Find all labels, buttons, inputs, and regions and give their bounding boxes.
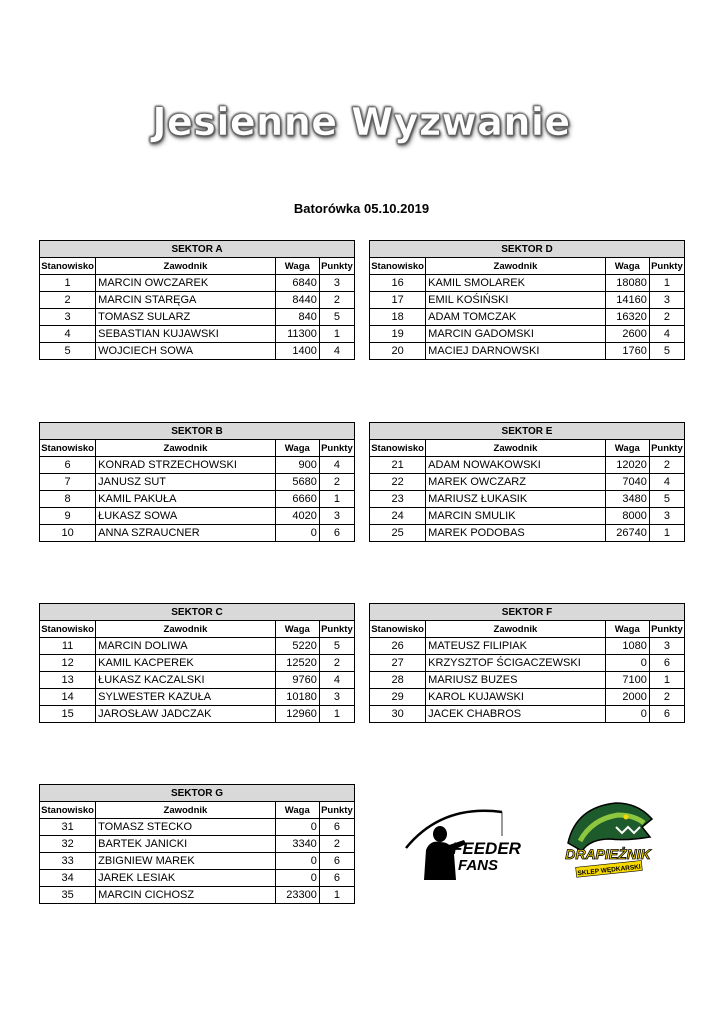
punkty-cell: 5 <box>319 638 354 655</box>
table-row <box>40 706 355 723</box>
punkty-cell: 5 <box>649 343 684 360</box>
waga-cell: 8000 <box>605 508 649 525</box>
table-row <box>370 309 685 326</box>
waga-cell: 2600 <box>605 326 649 343</box>
punkty-cell: 1 <box>319 491 354 508</box>
stanowisko-cell: 24 <box>370 508 426 525</box>
punkty-cell: 6 <box>649 706 684 723</box>
table-row <box>370 457 685 474</box>
stanowisko-cell: 3 <box>40 309 96 326</box>
table-row <box>370 655 685 672</box>
waga-cell: 26740 <box>605 525 649 542</box>
stanowisko-cell: 28 <box>370 672 426 689</box>
angler-silhouette <box>433 826 447 842</box>
zawodnik-cell: MARCIN STARĘGA <box>96 292 276 309</box>
zawodnik-cell: ADAM TOMCZAK <box>426 309 606 326</box>
col-header-waga: Waga <box>275 802 319 819</box>
table-row <box>370 689 685 706</box>
drapieznik-logo <box>556 797 660 891</box>
waga-cell: 840 <box>275 309 319 326</box>
col-header-zawodnik: Zawodnik <box>96 802 276 819</box>
stanowisko-cell: 12 <box>40 655 96 672</box>
event-subtitle: Batorówka 05.10.2019 <box>293 201 430 216</box>
punkty-cell: 2 <box>649 689 684 706</box>
table-row <box>40 655 355 672</box>
stanowisko-cell: 21 <box>370 457 426 474</box>
waga-cell: 9760 <box>275 672 319 689</box>
punkty-cell: 2 <box>649 457 684 474</box>
waga-cell: 11300 <box>275 326 319 343</box>
zawodnik-cell: MATEUSZ FILIPIAK <box>426 638 606 655</box>
stanowisko-cell: 35 <box>40 887 96 904</box>
stanowisko-cell: 19 <box>370 326 426 343</box>
col-header-stanowisko: Stanowisko <box>370 258 426 275</box>
col-header-punkty: Punkty <box>319 440 354 457</box>
stanowisko-cell: 32 <box>40 836 96 853</box>
punkty-cell: 6 <box>319 819 354 836</box>
punkty-cell: 2 <box>319 836 354 853</box>
table-row <box>40 672 355 689</box>
table-row <box>40 870 355 887</box>
waga-cell: 7040 <box>605 474 649 491</box>
stanowisko-cell: 30 <box>370 706 426 723</box>
punkty-cell: 1 <box>649 672 684 689</box>
waga-cell: 2000 <box>605 689 649 706</box>
sector-table <box>39 240 355 360</box>
feeder-fans-logo <box>402 800 521 882</box>
punkty-cell: 3 <box>319 508 354 525</box>
punkty-cell: 1 <box>649 275 684 292</box>
waga-cell: 23300 <box>275 887 319 904</box>
punkty-cell: 3 <box>319 275 354 292</box>
punkty-cell: 3 <box>649 292 684 309</box>
stanowisko-cell: 14 <box>40 689 96 706</box>
table-row <box>370 672 685 689</box>
stanowisko-cell: 31 <box>40 819 96 836</box>
drapieznik-tagline: SKLEP WĘDKARSKI <box>577 863 642 878</box>
zawodnik-cell: KRZYSZTOF ŚCIGACZEWSKI <box>426 655 606 672</box>
zawodnik-cell: SYLWESTER KAZUŁA <box>96 689 276 706</box>
waga-cell: 0 <box>605 655 649 672</box>
waga-cell: 1400 <box>275 343 319 360</box>
zawodnik-cell: MACIEJ DARNOWSKI <box>426 343 606 360</box>
zawodnik-cell: BARTEK JANICKI <box>96 836 276 853</box>
zawodnik-cell: MARCIN DOLIWA <box>96 638 276 655</box>
sector-title: SEKTOR C <box>40 604 355 621</box>
stanowisko-cell: 5 <box>40 343 96 360</box>
punkty-cell: 4 <box>319 343 354 360</box>
sector-title: SEKTOR A <box>40 241 355 258</box>
waga-cell: 7100 <box>605 672 649 689</box>
waga-cell: 12960 <box>275 706 319 723</box>
zawodnik-cell: EMIL KOŚIŃSKI <box>426 292 606 309</box>
drapieznik-text: DRAPIEŻNIK <box>565 846 651 862</box>
zawodnik-cell: JAROSŁAW JADCZAK <box>96 706 276 723</box>
col-header-stanowisko: Stanowisko <box>40 258 96 275</box>
punkty-cell: 4 <box>319 672 354 689</box>
zawodnik-cell: SEBASTIAN KUJAWSKI <box>96 326 276 343</box>
zawodnik-cell: ADAM NOWAKOWSKI <box>426 457 606 474</box>
stanowisko-cell: 29 <box>370 689 426 706</box>
sector-table <box>39 784 355 904</box>
zawodnik-cell: MARCIN OWCZAREK <box>96 275 276 292</box>
col-header-stanowisko: Stanowisko <box>370 621 426 638</box>
waga-cell: 12020 <box>605 457 649 474</box>
stanowisko-cell: 6 <box>40 457 96 474</box>
punkty-cell: 1 <box>649 525 684 542</box>
col-header-punkty: Punkty <box>649 621 684 638</box>
col-header-stanowisko: Stanowisko <box>40 440 96 457</box>
stanowisko-cell: 1 <box>40 275 96 292</box>
punkty-cell: 3 <box>319 689 354 706</box>
punkty-cell: 3 <box>649 638 684 655</box>
zawodnik-cell: TOMASZ STECKO <box>96 819 276 836</box>
sector-table <box>369 603 685 723</box>
zawodnik-cell: KAROL KUJAWSKI <box>426 689 606 706</box>
sector-title: SEKTOR E <box>370 423 685 440</box>
punkty-cell: 6 <box>319 853 354 870</box>
col-header-waga: Waga <box>605 621 649 638</box>
stanowisko-cell: 23 <box>370 491 426 508</box>
waga-cell: 0 <box>275 819 319 836</box>
stanowisko-cell: 9 <box>40 508 96 525</box>
zawodnik-cell: JANUSZ SUT <box>96 474 276 491</box>
col-header-zawodnik: Zawodnik <box>96 440 276 457</box>
waga-cell: 0 <box>605 706 649 723</box>
punkty-cell: 4 <box>649 474 684 491</box>
col-header-punkty: Punkty <box>319 802 354 819</box>
col-header-stanowisko: Stanowisko <box>370 440 426 457</box>
waga-cell: 10180 <box>275 689 319 706</box>
waga-cell: 1760 <box>605 343 649 360</box>
table-row <box>40 836 355 853</box>
zawodnik-cell: MAREK OWCZARZ <box>426 474 606 491</box>
waga-cell: 4020 <box>275 508 319 525</box>
sector-table <box>39 422 355 542</box>
col-header-waga: Waga <box>275 440 319 457</box>
stanowisko-cell: 13 <box>40 672 96 689</box>
table-row <box>370 638 685 655</box>
stanowisko-cell: 8 <box>40 491 96 508</box>
table-row <box>40 326 355 343</box>
stanowisko-cell: 4 <box>40 326 96 343</box>
zawodnik-cell: MARCIN GADOMSKI <box>426 326 606 343</box>
feeder-text: FEEDER <box>452 839 521 858</box>
punkty-cell: 1 <box>319 706 354 723</box>
stanowisko-cell: 7 <box>40 474 96 491</box>
table-row <box>370 326 685 343</box>
table-row <box>370 508 685 525</box>
waga-cell: 0 <box>275 525 319 542</box>
punkty-cell: 4 <box>319 457 354 474</box>
punkty-cell: 2 <box>319 655 354 672</box>
sector-title: SEKTOR D <box>370 241 685 258</box>
punkty-cell: 1 <box>319 326 354 343</box>
punkty-cell: 5 <box>649 491 684 508</box>
sector-title: SEKTOR B <box>40 423 355 440</box>
punkty-cell: 1 <box>319 887 354 904</box>
table-row <box>40 275 355 292</box>
zawodnik-cell: MARIUSZ ŁUKASIK <box>426 491 606 508</box>
table-row <box>40 292 355 309</box>
table-row <box>40 474 355 491</box>
col-header-zawodnik: Zawodnik <box>96 258 276 275</box>
table-row <box>370 474 685 491</box>
col-header-punkty: Punkty <box>319 621 354 638</box>
col-header-punkty: Punkty <box>649 258 684 275</box>
zawodnik-cell: TOMASZ SULARZ <box>96 309 276 326</box>
table-row <box>40 525 355 542</box>
zawodnik-cell: KAMIL SMOLAREK <box>426 275 606 292</box>
stanowisko-cell: 27 <box>370 655 426 672</box>
col-header-waga: Waga <box>605 440 649 457</box>
col-header-zawodnik: Zawodnik <box>426 621 606 638</box>
zawodnik-cell: KAMIL KACPEREK <box>96 655 276 672</box>
punkty-cell: 6 <box>319 525 354 542</box>
stanowisko-cell: 22 <box>370 474 426 491</box>
table-row <box>370 343 685 360</box>
zawodnik-cell: JAREK LESIAK <box>96 870 276 887</box>
punkty-cell: 2 <box>319 474 354 491</box>
zawodnik-cell: MARCIN SMULIK <box>426 508 606 525</box>
table-row <box>40 853 355 870</box>
col-header-waga: Waga <box>275 621 319 638</box>
table-row <box>370 292 685 309</box>
zawodnik-cell: MARCIN CICHOSZ <box>96 887 276 904</box>
waga-cell: 3340 <box>275 836 319 853</box>
waga-cell: 14160 <box>605 292 649 309</box>
sector-title: SEKTOR G <box>40 785 355 802</box>
col-header-waga: Waga <box>275 258 319 275</box>
waga-cell: 1080 <box>605 638 649 655</box>
zawodnik-cell: JACEK CHABROS <box>426 706 606 723</box>
stanowisko-cell: 25 <box>370 525 426 542</box>
zawodnik-cell: MAREK PODOBAS <box>426 525 606 542</box>
waga-cell: 18080 <box>605 275 649 292</box>
waga-cell: 16320 <box>605 309 649 326</box>
waga-cell: 8440 <box>275 292 319 309</box>
stanowisko-cell: 10 <box>40 525 96 542</box>
waga-cell: 900 <box>275 457 319 474</box>
col-header-stanowisko: Stanowisko <box>40 802 96 819</box>
table-row <box>370 525 685 542</box>
waga-cell: 6660 <box>275 491 319 508</box>
zawodnik-cell: KONRAD STRZECHOWSKI <box>96 457 276 474</box>
sector-table <box>369 422 685 542</box>
sector-title: SEKTOR F <box>370 604 685 621</box>
table-row <box>40 343 355 360</box>
col-header-zawodnik: Zawodnik <box>96 621 276 638</box>
zawodnik-cell: ANNA SZRAUCNER <box>96 525 276 542</box>
stanowisko-cell: 34 <box>40 870 96 887</box>
stanowisko-cell: 20 <box>370 343 426 360</box>
table-row <box>40 819 355 836</box>
col-header-waga: Waga <box>605 258 649 275</box>
zawodnik-cell: MARIUSZ BUZES <box>426 672 606 689</box>
fans-text: FANS <box>458 857 499 874</box>
waga-cell: 0 <box>275 853 319 870</box>
stanowisko-cell: 16 <box>370 275 426 292</box>
punkty-cell: 2 <box>319 292 354 309</box>
table-row <box>40 638 355 655</box>
stanowisko-cell: 11 <box>40 638 96 655</box>
col-header-punkty: Punkty <box>319 258 354 275</box>
zawodnik-cell: ŁUKASZ SOWA <box>96 508 276 525</box>
zawodnik-cell: ZBIGNIEW MAREK <box>96 853 276 870</box>
stanowisko-cell: 17 <box>370 292 426 309</box>
table-row <box>370 491 685 508</box>
zawodnik-cell: ŁUKASZ KACZALSKI <box>96 672 276 689</box>
page-title: Jesienne Wyzwanie <box>152 100 571 144</box>
punkty-cell: 4 <box>649 326 684 343</box>
waga-cell: 0 <box>275 870 319 887</box>
waga-cell: 3480 <box>605 491 649 508</box>
table-row <box>40 689 355 706</box>
table-row <box>40 457 355 474</box>
table-row <box>40 887 355 904</box>
stanowisko-cell: 33 <box>40 853 96 870</box>
col-header-zawodnik: Zawodnik <box>426 440 606 457</box>
punkty-cell: 2 <box>649 309 684 326</box>
waga-cell: 6840 <box>275 275 319 292</box>
sector-table <box>369 240 685 360</box>
punkty-cell: 5 <box>319 309 354 326</box>
col-header-stanowisko: Stanowisko <box>40 621 96 638</box>
punkty-cell: 6 <box>319 870 354 887</box>
stanowisko-cell: 26 <box>370 638 426 655</box>
table-row <box>40 491 355 508</box>
waga-cell: 12520 <box>275 655 319 672</box>
table-row <box>40 508 355 525</box>
sector-table <box>39 603 355 723</box>
zawodnik-cell: KAMIL PAKUŁA <box>96 491 276 508</box>
col-header-zawodnik: Zawodnik <box>426 258 606 275</box>
stanowisko-cell: 2 <box>40 292 96 309</box>
table-row <box>370 275 685 292</box>
table-row <box>40 309 355 326</box>
stanowisko-cell: 18 <box>370 309 426 326</box>
col-header-punkty: Punkty <box>649 440 684 457</box>
table-row <box>370 706 685 723</box>
waga-cell: 5680 <box>275 474 319 491</box>
waga-cell: 5220 <box>275 638 319 655</box>
stanowisko-cell: 15 <box>40 706 96 723</box>
punkty-cell: 3 <box>649 508 684 525</box>
zawodnik-cell: WOJCIECH SOWA <box>96 343 276 360</box>
punkty-cell: 6 <box>649 655 684 672</box>
